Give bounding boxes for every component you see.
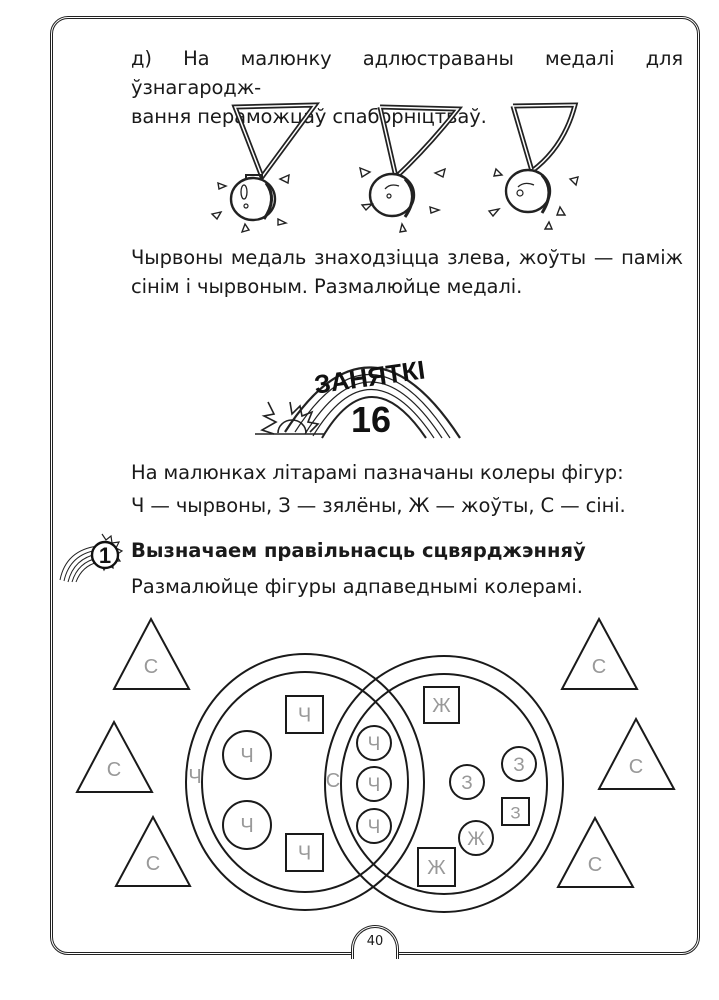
triangle-shape[interactable] (562, 619, 637, 689)
right-ring-label: С (325, 770, 341, 792)
triangle-color-label: С (628, 756, 644, 778)
left-ring-label: Ч (188, 766, 202, 788)
triangle-shape[interactable] (599, 719, 674, 789)
circle-color-label: Ч (367, 817, 381, 838)
lesson-title: ЗАНЯТКІ (312, 354, 427, 400)
square-color-label: З (510, 803, 521, 823)
circle-color-label: Ч (367, 734, 381, 755)
square-color-label: Ч (297, 704, 312, 727)
triangle-color-label: С (106, 759, 122, 781)
triangle-shape[interactable] (558, 818, 633, 887)
triangle-color-label: С (591, 656, 607, 678)
square-color-label: Ч (297, 842, 312, 865)
square-color-label: Ж (432, 695, 451, 717)
triangle-shape[interactable] (77, 722, 152, 792)
exercise-instruction: Размалюйце фігуры адпаведнымі колерамі. (131, 575, 584, 598)
legend-line-1: На малюнках літарамі пазначаны колеры фігур: (131, 461, 624, 484)
triangle-color-label: С (143, 656, 159, 678)
instruction-line-1: Чырвоны медаль знаходзіцца злева, жоўты — паміж (131, 246, 683, 269)
task-d-line-2: вання пераможцаў спаборніцтваў. (131, 105, 487, 128)
circle-color-label: Ч (367, 775, 381, 796)
circle-color-label: Ч (240, 815, 254, 837)
exercise-number: 1 (98, 543, 112, 568)
instruction-line-2: сінім і чырвоным. Размалюйце медалі. (131, 275, 523, 298)
circle-color-label: З (461, 773, 473, 794)
circle-color-label: З (513, 755, 525, 776)
triangle-color-label: С (587, 854, 603, 876)
task-d-line-1: д) На малюнку адлюстраваны медалі для ўзнагародж- (131, 47, 683, 99)
triangle-color-label: С (145, 853, 161, 875)
page-number: 40 (366, 934, 384, 949)
lesson-number: 16 (350, 399, 392, 440)
square-color-label: Ж (427, 857, 446, 879)
legend-line-2: Ч — чырвоны, З — зялёны, Ж — жоўты, С — сіні. (131, 494, 626, 517)
triangle-shape[interactable] (116, 817, 190, 886)
circle-color-label: Ж (467, 829, 485, 850)
triangle-shape[interactable] (114, 619, 189, 689)
circle-color-label: Ч (240, 745, 254, 767)
exercise-title: Вызначаем правільнасць сцвярджэнняў (131, 539, 586, 562)
